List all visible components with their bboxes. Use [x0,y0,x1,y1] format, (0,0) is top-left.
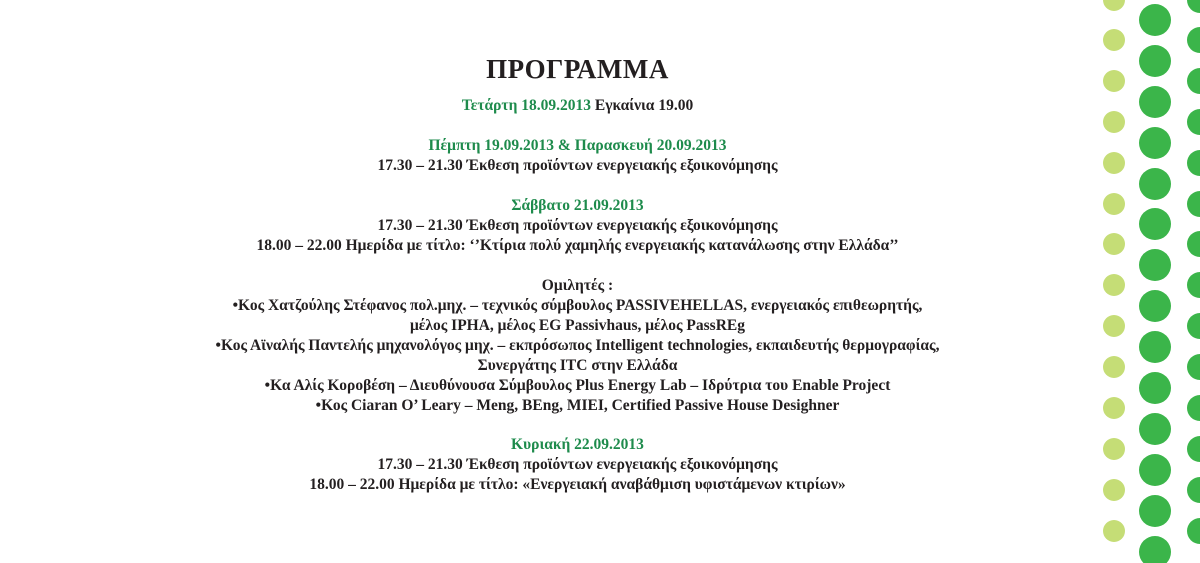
speaker-line: μέλος IPHA, μέλος EG Passivhaus, μέλος PassREg [409,317,745,334]
page-title: ΠΡΟΓΡΑΜΜΑ [486,54,669,84]
sunday-item: 18.00 – 22.00 Ημερίδα με τίτλο: «Ενεργειακή αναβάθμιση υφιστάμενων κτιρίων» [309,476,846,493]
opening-text: Εγκαίνια 19.00 [591,97,694,114]
speaker-line: •Κος Αϊναλής Παντελής μηχανολόγος μηχ. – εκπρόσωπος Intelligent technologies, εκπαιδευτής θερμογραφίας, [215,337,940,354]
dark-dot-column [1139,4,1171,563]
thu-fri-item: 17.30 – 21.30 Έκθεση προϊόντων ενεργειακής εξοικονόμησης [377,157,778,174]
sunday-date: Κυριακή 22.09.2013 [511,436,644,453]
thu-fri-date: Πέμπτη 19.09.2013 & Παρασκευή 20.09.2013 [428,137,727,154]
speakers-heading: Ομιλητές : [541,277,614,294]
opening-date: Τετάρτη 18.09.2013 [461,97,591,114]
speaker-line: •Κος Χατζούλης Στέφανος πολ.μηχ. – τεχνικός σύμβουλος PASSIVEHELLAS, ενεργειακός επιθεωρητής, [232,297,923,314]
saturday-date: Σάββατο 21.09.2013 [511,197,644,214]
sunday-item: 17.30 – 21.30 Έκθεση προϊόντων ενεργειακής εξοικονόμησης [377,456,778,473]
edge-dot-column [1187,0,1200,544]
speaker-line: Συνεργάτης ITC στην Ελλάδα [477,357,678,374]
saturday-item: 17.30 – 21.30 Έκθεση προϊόντων ενεργειακής εξοικονόμησης [377,217,778,234]
opening-line [60,96,1095,116]
speaker-line: •Κος Ciaran O’ Leary – Meng, BEng, MIEI, Certified Passive House Desighner [315,397,840,414]
speaker-line: •Κα Αλίς Κοροβέση – Διευθύνουσα Σύμβουλος Plus Energy Lab – Ιδρύτρια του Enable Project [264,377,891,394]
decorative-dot-border [1088,0,1200,563]
saturday-item: 18.00 – 22.00 Ημερίδα με τίτλο: ‘’Κτίρια πολύ χαμηλής ενεργειακής κατανάλωσης στην Ελλάδα’’ [256,237,899,254]
program-content [60,52,1095,495]
light-dot-column [1103,0,1125,542]
